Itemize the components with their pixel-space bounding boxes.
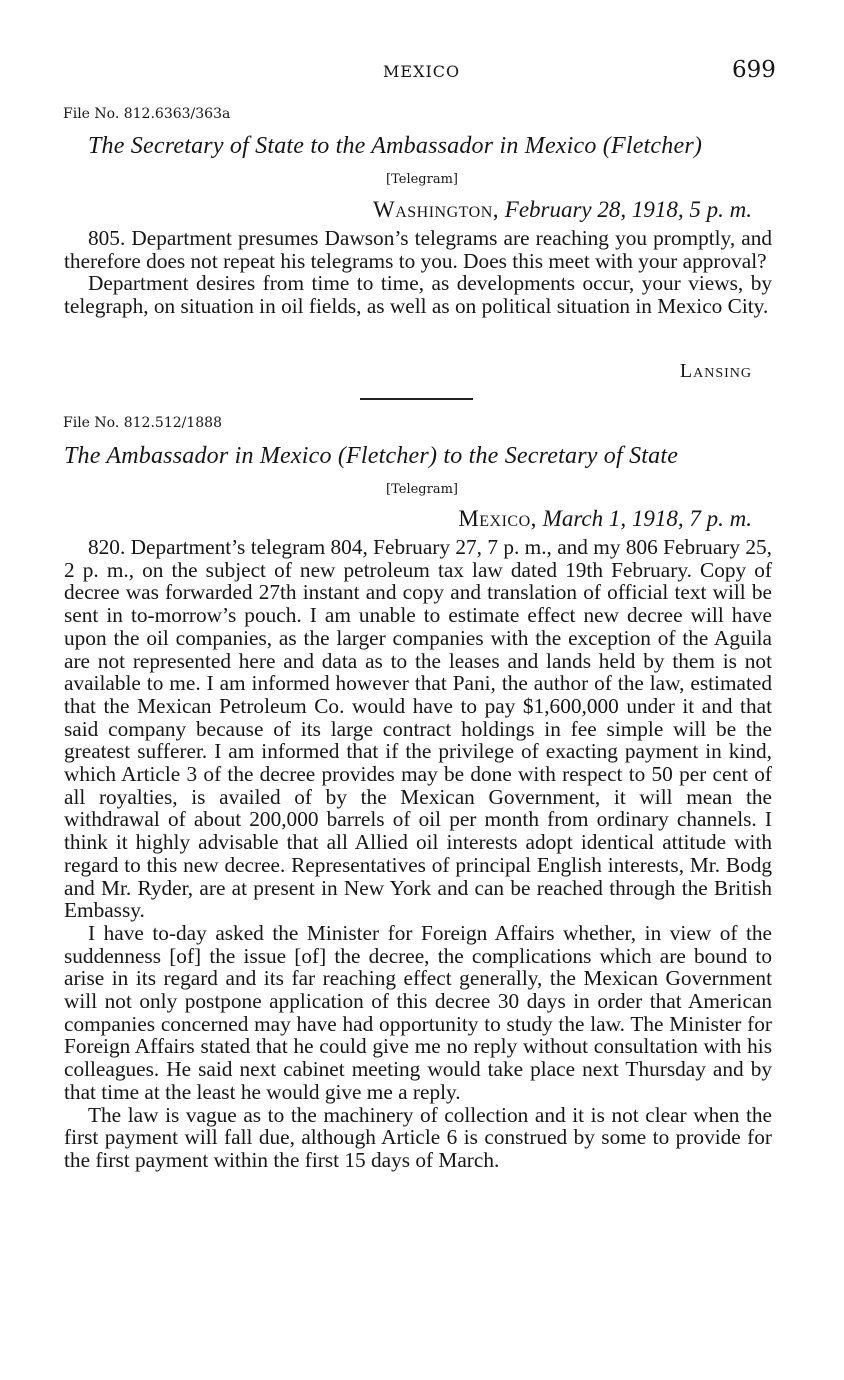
file-number: File No. 812.512/1888 bbox=[63, 415, 222, 431]
telegram-label: [Telegram] bbox=[386, 172, 458, 187]
document-heading: The Ambassador in Mexico (Fletcher) to the Secretary of State bbox=[64, 443, 679, 469]
page-number: 699 bbox=[732, 57, 776, 83]
dateline bbox=[458, 506, 752, 532]
file-number: File No. 812.6363/363a bbox=[63, 106, 231, 122]
dateline-date: February 28, 1918, 5 p. m. bbox=[504, 197, 752, 222]
signature: Lansing bbox=[679, 360, 752, 382]
section-divider bbox=[360, 398, 473, 400]
document-heading: The Secretary of State to the Ambassador in Mexico (Fletcher) bbox=[88, 133, 703, 159]
running-title: MEXICO bbox=[383, 62, 461, 81]
dateline-date: March 1, 1918, 7 p. m. bbox=[542, 506, 752, 531]
body-paragraph: The law is vague as to the machinery of collection and it is not clear when the first payment will fall due, although Article 6 is construed by some to provide for the first payment within the first 15 days of March. bbox=[64, 1102, 772, 1172]
dateline bbox=[373, 197, 752, 223]
dateline-place: Washington, bbox=[373, 197, 500, 222]
body-paragraph: 805. Department presumes Dawson’s telegrams are reaching you promptly, and therefore does not repeat his telegrams to you. Does this meet with your approval? bbox=[64, 226, 772, 273]
telegram-body bbox=[64, 536, 772, 1172]
body-paragraph: 820. Department’s telegram 804, February 27, 7 p. m., and my 806 February 25, 2 p. m., on the subject of new petroleum tax law dated 19th February. Copy of decree was forwarded 27th instant and copy and translation of official text will be sent in to-morrow’s pouch. I am unable to estimate effect new decree will have upon the oil companies, as the larger companies with the exception of the Aguila are not represented here and data as to the leases and lands held by them is not available to me. I am informed however that Pani, the author of the law, estimated that the Mexican Petroleum Co. would have to pay $1,600,000 under it and that said company because of its large contract holdings in fee simple will be the greatest sufferer. I am informed that if the privilege of exacting payment in kind, which Article 3 of the decree provides may be done with respect to 50 per cent of all royalties, is availed of by the Mexican Government, it will mean the withdrawal of about 200,000 barrels of oil per month from ordinary channels. I think it highly advisable that all Allied oil interests adopt identical attitude with regard to this new decree. Representatives of principal English interests, Mr. Bodg and Mr. Ryder, are at present in New York and can be reached through the British Embassy. bbox=[64, 535, 772, 923]
dateline-place: Mexico, bbox=[458, 506, 537, 531]
body-paragraph: I have to-day asked the Minister for Foreign Affairs whether, in view of the suddenness [of] the issue [of] the decree, the complications which are bound to arise in its regard and its far reaching effect generally, the Mexican Government will not only postpone application of this decree 30 days in order that American companies concerned may have had opportunity to study the law. The Minister for Foreign Affairs stated that he could give me no reply without consultation with his colleagues. He said next cabinet meeting would take place next Thursday and by that time at the least he would give me a reply. bbox=[64, 920, 772, 1104]
telegram-label: [Telegram] bbox=[386, 482, 458, 497]
telegram-body bbox=[64, 227, 772, 318]
body-paragraph: Department desires from time to time, as developments occur, your views, by telegraph, on situation in oil fields, as well as on political situation in Mexico City. bbox=[64, 271, 772, 319]
